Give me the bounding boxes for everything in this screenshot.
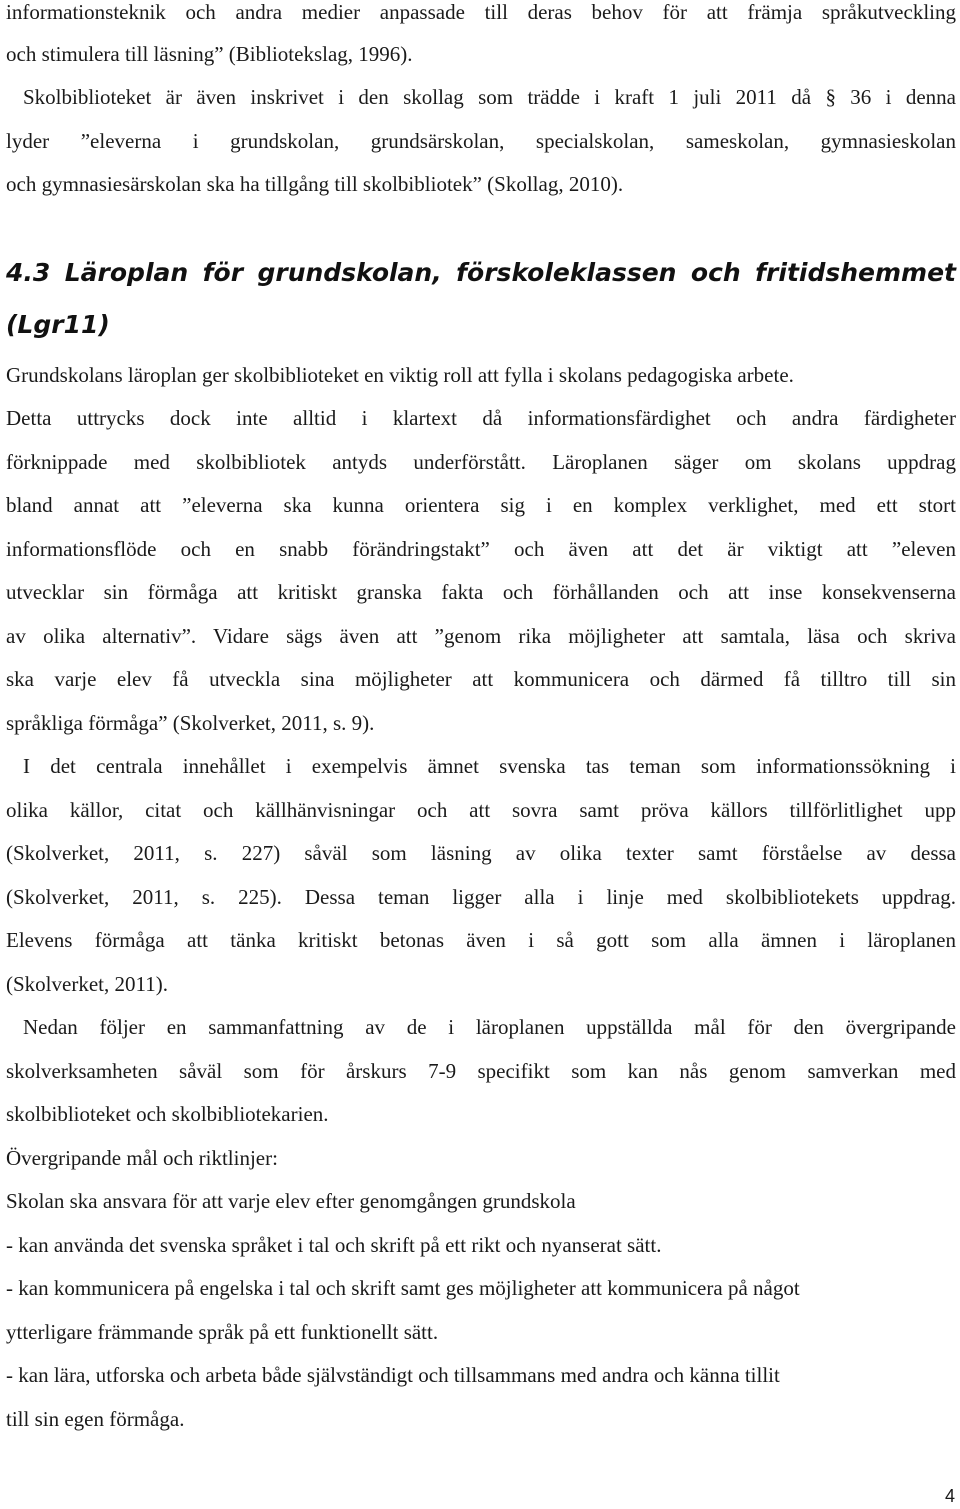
paragraph-line: Detta uttrycks dock inte alltid i klartext då informationsfärdighet och andra färdigheter — [6, 406, 956, 430]
paragraph-line: I det centrala innehållet i exempelvis ämnet svenska tas teman som informationssökning i — [23, 754, 956, 778]
paragraph-line: ska varje elev få utveckla sina möjligheter att kommunicera och därmed få tilltro till sin — [6, 667, 956, 691]
goal-item: - kan lära, utforska och arbeta både självständigt och tillsammans med andra och känna tillit — [6, 1363, 780, 1387]
paragraph-line: av olika alternativ”. Vidare sägs även att ”genom rika möjligheter att samtala, läsa och skriva — [6, 624, 956, 648]
goals-label: Övergripande mål och riktlinjer: — [6, 1146, 278, 1170]
paragraph-line: Skolbiblioteket är även inskrivet i den skollag som trädde i kraft 1 juli 2011 då § 36 i denna — [23, 85, 956, 109]
paragraph-line: (Skolverket, 2011, s. 225). Dessa teman ligger alla i linje med skolbibliotekets uppdrag. — [6, 885, 956, 909]
paragraph-line: (Skolverket, 2011, s. 227) såväl som läsning av olika texter samt förståelse av dessa — [6, 841, 956, 865]
page-number: 4 — [944, 1486, 955, 1506]
paragraph-line: informationsteknik och andra medier anpassade till deras behov för att främja språkutveckling — [6, 0, 956, 24]
paragraph-line: Nedan följer en sammanfattning av de i läroplanen uppställda mål för den övergripande — [23, 1015, 956, 1039]
paragraph-line: olika källor, citat och källhänvisningar och att sovra samt pröva källors tillförlitlighet upp — [6, 798, 956, 822]
paragraph-line: lyder ”eleverna i grundskolan, grundsärskolan, specialskolan, sameskolan, gymnasieskolan — [6, 129, 956, 153]
goal-item: - kan kommunicera på engelska i tal och skrift samt ges möjligheter att kommunicera på något — [6, 1276, 800, 1300]
goals-intro: Skolan ska ansvara för att varje elev efter genomgången grundskola — [6, 1189, 576, 1213]
paragraph-line: och gymnasiesärskolan ska ha tillgång till skolbibliotek” (Skollag, 2010). — [6, 172, 624, 196]
paragraph-line: språkliga förmåga” (Skolverket, 2011, s. 9). — [6, 711, 375, 735]
goal-item-continuation: till sin egen förmåga. — [6, 1407, 185, 1431]
paragraph-line: förknippade med skolbibliotek antyds underförstått. Läroplanen säger om skolans uppdrag — [6, 450, 956, 474]
paragraph-line: bland annat att ”eleverna ska kunna orientera sig i en komplex verklighet, med ett stort — [6, 493, 956, 517]
paragraph-line: utvecklar sin förmåga att kritiskt granska fakta och förhållanden och att inse konsekvenserna — [6, 580, 956, 604]
paragraph-line: Elevens förmåga att tänka kritiskt betonas även i så gott som alla ämnen i läroplanen — [6, 928, 956, 952]
paragraph-line: informationsflöde och en snabb förändringstakt” och även att det är viktigt att ”eleven — [6, 537, 956, 561]
section-heading-line-1: 4.3 Läroplan för grundskolan, förskoleklassen och fritidshemmet — [6, 258, 956, 287]
paragraph-line: (Skolverket, 2011). — [6, 972, 168, 996]
section-heading-line-2: (Lgr11) — [6, 310, 110, 339]
goal-item: - kan använda det svenska språket i tal och skrift på ett rikt och nyanserat sätt. — [6, 1233, 662, 1257]
paragraph-line: skolverksamheten såväl som för årskurs 7-9 specifikt som kan nås genom samverkan med — [6, 1059, 956, 1083]
paragraph-line: och stimulera till läsning” (Bibliotekslag, 1996). — [6, 42, 413, 66]
goal-item-continuation: ytterligare främmande språk på ett funktionellt sätt. — [6, 1320, 439, 1344]
paragraph-line: Grundskolans läroplan ger skolbiblioteket en viktig roll att fylla i skolans pedagogiska arbete. — [6, 363, 794, 387]
paragraph-line: skolbiblioteket och skolbibliotekarien. — [6, 1102, 329, 1126]
